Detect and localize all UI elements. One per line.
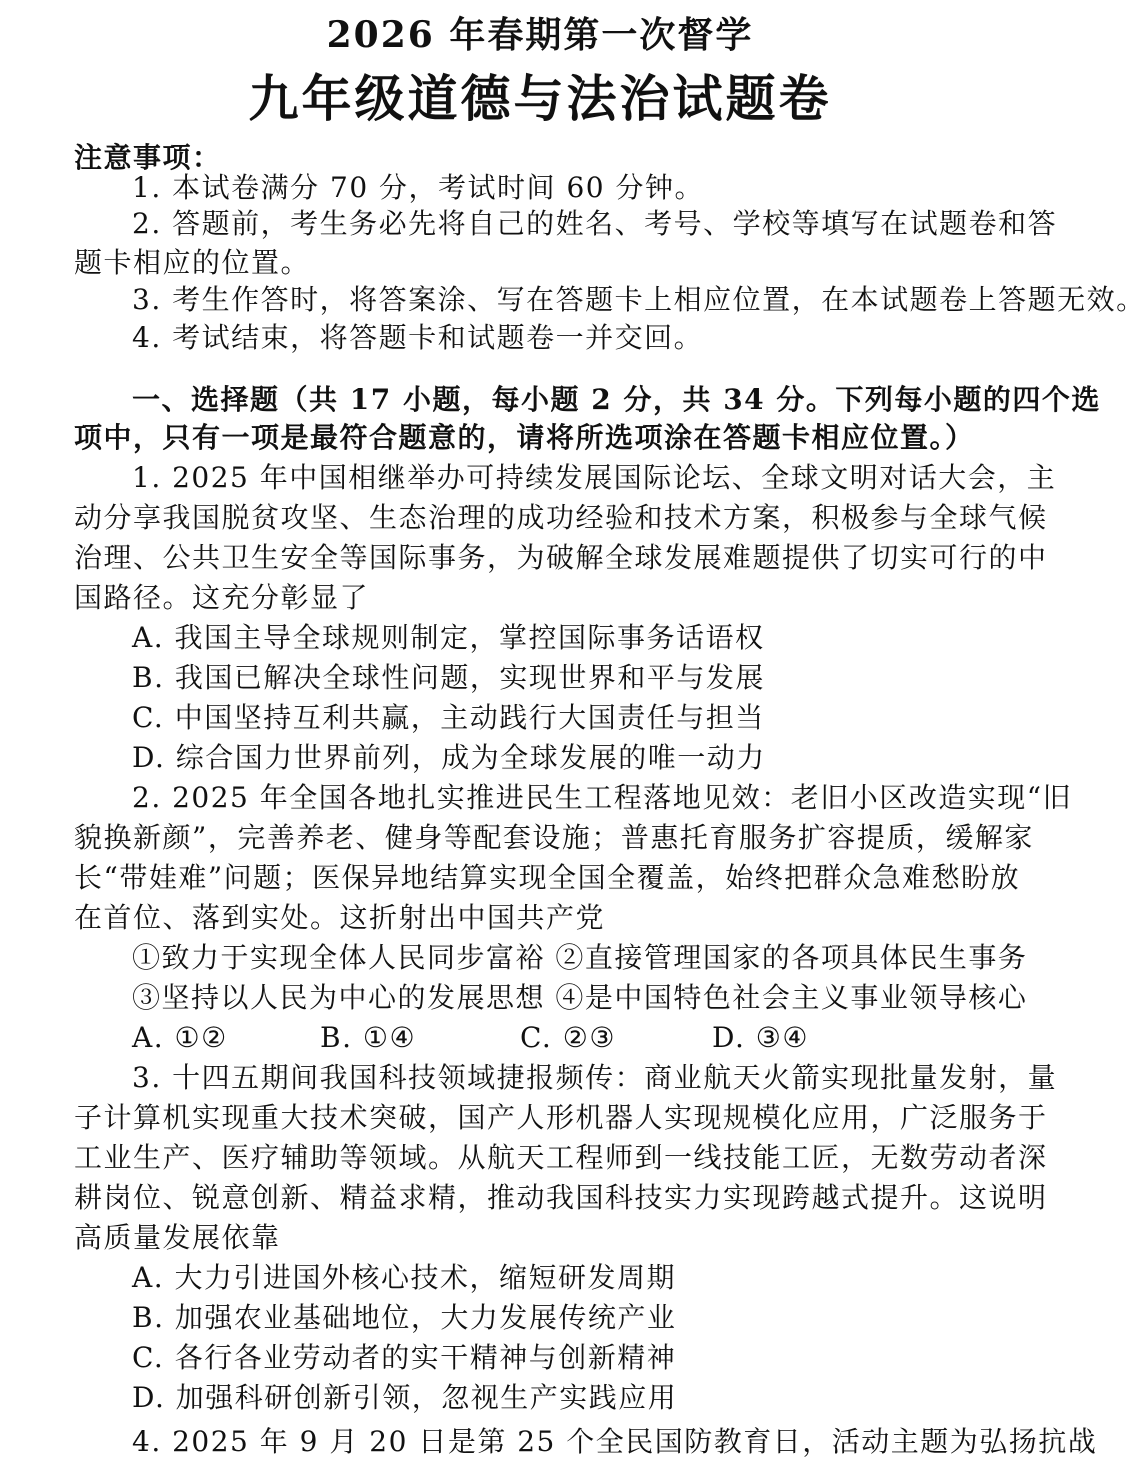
section-1-heading-line-2: 项中，只有一项是最符合题意的，请将所选项涂在答题卡相应位置。） (74, 421, 975, 454)
q2-stem-line-2: 貌换新颜”，完善养老、健身等配套设施；普惠托育服务扩容提质，缓解家 (74, 821, 1034, 854)
q3-option-d: D. 加强科研创新引领，忽视生产实践应用 (132, 1381, 678, 1414)
section-1-heading-line-1: 一、选择题（共 17 小题，每小题 2 分，共 34 分。下列每小题的四个选 (132, 383, 1101, 416)
q1-stem-line-2: 动分享我国脱贫攻坚、生态治理的成功经验和技术方案，积极参与全球气候 (74, 501, 1048, 534)
q2-stem-line-3: 长“带娃难”问题；医保异地结算实现全国全覆盖，始终把群众急难愁盼放 (74, 861, 1021, 894)
q3-option-a: A. 大力引进国外核心技术，缩短研发周期 (132, 1261, 677, 1294)
q3-option-b: B. 加强农业基础地位，大力发展传统产业 (132, 1301, 677, 1334)
q2-stem-line-4: 在首位、落到实处。这折射出中国共产党 (74, 901, 606, 934)
exam-session-title: 2026 年春期第一次督学 (326, 14, 754, 56)
q3-stem-line-5: 高质量发展依靠 (74, 1221, 281, 1254)
q1-stem-line-4: 国路径。这充分彰显了 (74, 581, 370, 614)
q1-option-a: A. 我国主导全球规则制定，掌控国际事务话语权 (132, 621, 765, 654)
notice-item-3: 3. 考生作答时，将答案涂、写在答题卡上相应位置，在本试题卷上答题无效。 (132, 283, 1146, 316)
q2-stem-line-1: 2. 2025 年全国各地扎实推进民生工程落地见效：老旧小区改造实现“旧 (132, 781, 1073, 814)
q3-stem-line-2: 子计算机实现重大技术突破，国产人形机器人实现规模化应用，广泛服务于 (74, 1101, 1048, 1134)
notice-item-2-line-2: 题卡相应的位置。 (74, 246, 311, 279)
q1-stem-line-3: 治理、公共卫生安全等国际事务，为破解全球发展难题提供了切实可行的中 (74, 541, 1048, 574)
q4-stem-line-1: 4. 2025 年 9 月 20 日是第 25 个全民国防教育日，活动主题为弘扬抗战 (132, 1425, 1098, 1458)
q2-option-a: A. ①② (132, 1021, 228, 1054)
q2-statements-3-4: ③坚持以人民为中心的发展思想 ④是中国特色社会主义事业领导核心 (132, 981, 1028, 1014)
q1-stem-line-1: 1. 2025 年中国相继举办可持续发展国际论坛、全球文明对话大会，主 (132, 461, 1057, 494)
q1-option-b: B. 我国已解决全球性问题，实现世界和平与发展 (132, 661, 765, 694)
exam-paper-title: 九年级道德与法治试题卷 (248, 69, 832, 128)
q4-partial-region (0, 1422, 1098, 1458)
notice-item-2-line-1: 2. 答题前，考生务必先将自己的姓名、考号、学校等填写在试题卷和答 (132, 207, 1058, 240)
notice-item-1: 1. 本试卷满分 70 分，考试时间 60 分钟。 (132, 171, 704, 204)
q1-option-d: D. 综合国力世界前列，成为全球发展的唯一动力 (132, 741, 766, 774)
notice-heading: 注意事项： (74, 141, 222, 174)
q3-stem-line-3: 工业生产、医疗辅助等领域。从航天工程师到一线技能工匠，无数劳动者深 (74, 1141, 1048, 1174)
q2-option-c: C. ②③ (520, 1021, 616, 1054)
q2-option-b: B. ①④ (320, 1021, 417, 1054)
q3-option-c: C. 各行各业劳动者的实干精神与创新精神 (132, 1341, 677, 1374)
q3-stem-line-1: 3. 十四五期间我国科技领域捷报频传：商业航天火箭实现批量发射，量 (132, 1061, 1058, 1094)
q2-option-d: D. ③④ (712, 1021, 809, 1054)
notice-item-4: 4. 考试结束，将答题卡和试题卷一并交回。 (132, 321, 704, 354)
q2-statements-1-2: ①致力于实现全体人民同步富裕 ②直接管理国家的各项具体民生事务 (132, 941, 1028, 974)
q3-stem-line-4: 耕岗位、锐意创新、精益求精，推动我国科技实力实现跨越式提升。这说明 (74, 1181, 1048, 1214)
q1-option-c: C. 中国坚持互利共赢，主动践行大国责任与担当 (132, 701, 765, 734)
